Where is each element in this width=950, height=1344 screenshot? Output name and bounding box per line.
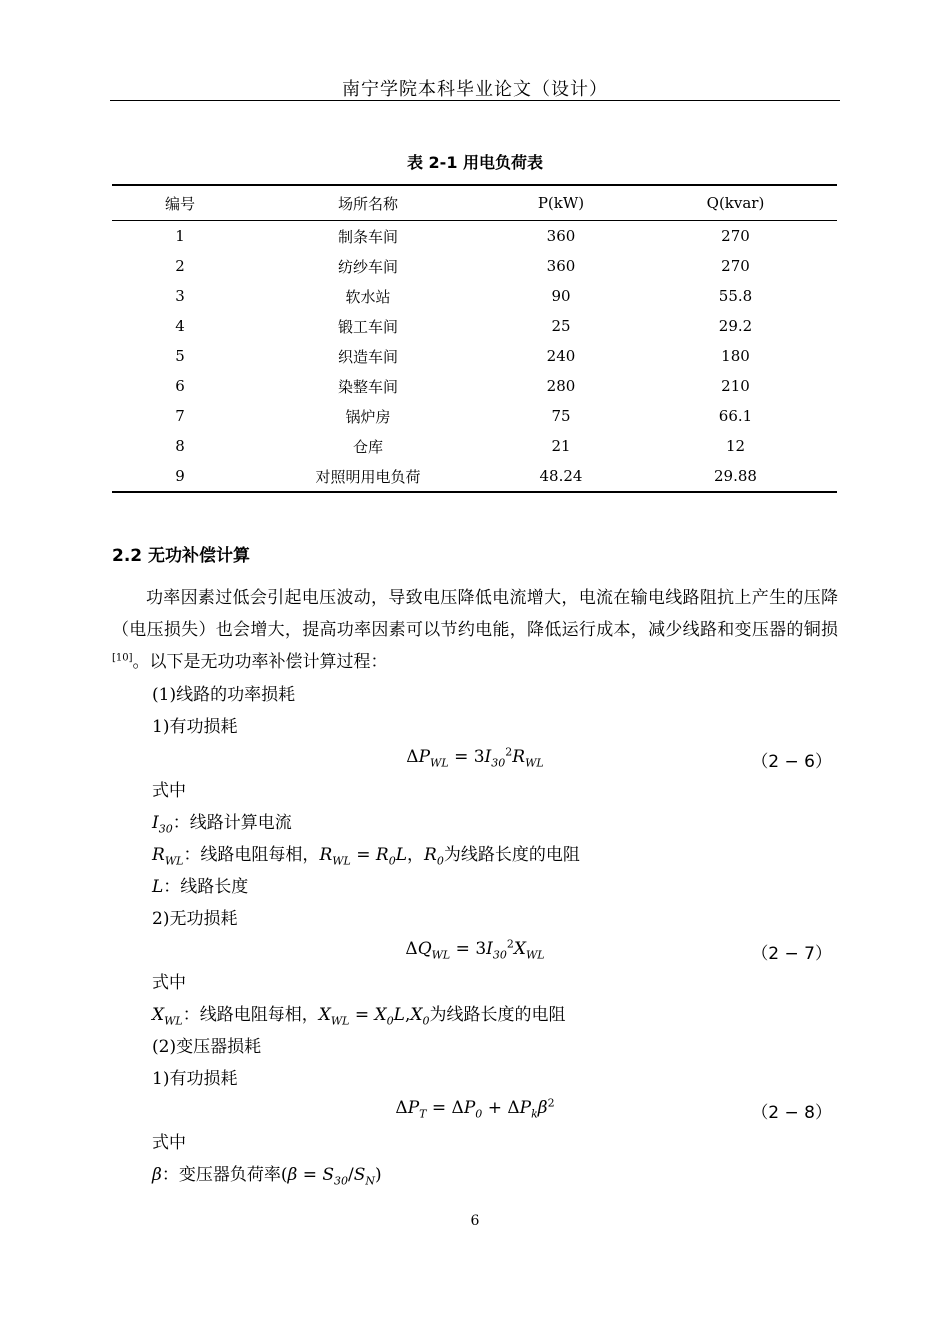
table-cell: 240 bbox=[546, 347, 576, 365]
column-header: 编号 bbox=[112, 185, 248, 221]
table-header-row bbox=[112, 185, 837, 221]
list-item: 1)有功损耗 bbox=[152, 1069, 238, 1089]
list-item: (2)变压器损耗 bbox=[152, 1037, 262, 1057]
paragraph-text: 功率因素过低会引起电压波动，导致电压降低电流增大，电流在输电线路阻抗上产生的压降（电压损失）也会增大，提高功率因素可以节约电能，降低运行成本，减少线路和变压器的铜损 bbox=[112, 588, 838, 640]
where-label: 式中 bbox=[152, 781, 186, 801]
table-cell: 7 bbox=[175, 407, 185, 425]
definition-text: ：线路电阻每相， bbox=[182, 1005, 319, 1025]
table-row bbox=[112, 401, 837, 431]
column-header: 场所名称 bbox=[248, 185, 488, 221]
column-header: Q(kvar) bbox=[634, 185, 837, 221]
table-cell: 270 bbox=[721, 227, 750, 245]
table-cell: 280 bbox=[546, 377, 576, 395]
equation: $\Delta P_{WL} = 3I_{30}^2R_{WL}$ bbox=[406, 745, 544, 770]
table-row bbox=[112, 251, 837, 281]
table-cell: 对照明用电负荷 bbox=[248, 461, 488, 492]
where-label: 式中 bbox=[152, 973, 186, 993]
table-cell: 3 bbox=[175, 287, 185, 305]
table-cell: 纺纱车间 bbox=[337, 257, 398, 276]
where-label: 式中 bbox=[152, 1133, 186, 1153]
table-cell: 180 bbox=[721, 347, 750, 365]
table-cell: 12 bbox=[725, 437, 746, 455]
definition-text: ：线路电阻每相， bbox=[183, 845, 320, 865]
equation: $\Delta Q_{WL} = 3I_{30}^2X_{WL}$ bbox=[405, 937, 545, 962]
table-cell: 5 bbox=[175, 347, 185, 365]
column-header: P(kW) bbox=[488, 185, 634, 221]
table-cell: 75 bbox=[551, 407, 571, 425]
table-row bbox=[112, 461, 837, 492]
table-cell: 软水站 bbox=[345, 287, 391, 306]
equation-number: （2 − 7） bbox=[751, 944, 832, 964]
definition: $R_{WL}$：线路电阻每相，$R_{WL} = R_0L$，$R_0$为线路长度的电阻 bbox=[152, 845, 580, 868]
table-row bbox=[112, 341, 837, 371]
table-cell: 锻工车间 bbox=[337, 317, 398, 336]
table-cell: 6 bbox=[175, 377, 185, 395]
table-cell: 8 bbox=[175, 437, 185, 455]
equation-number: （2 − 6） bbox=[751, 752, 832, 772]
table-cell: 48.24 bbox=[488, 461, 634, 492]
table-cell: 锅炉房 bbox=[345, 407, 391, 426]
table-cell: 55.8 bbox=[718, 287, 753, 305]
table-cell: 210 bbox=[721, 377, 750, 395]
table-cell: 360 bbox=[546, 227, 576, 245]
table-row bbox=[112, 371, 837, 401]
table-cell: 4 bbox=[175, 317, 185, 335]
header-rule bbox=[110, 100, 840, 101]
definition: $I_{30}$：线路计算电流 bbox=[152, 813, 292, 836]
table-caption: 表 2-1 用电负荷表 bbox=[406, 153, 544, 172]
definition: $X_{WL}$：线路电阻每相，$X_{WL} = X_0L,X_0$为线路长度的电阻 bbox=[152, 1005, 566, 1028]
table-cell: 29.2 bbox=[718, 317, 753, 335]
table-row bbox=[112, 311, 837, 341]
definition: L：线路长度 bbox=[152, 877, 249, 897]
table-cell: 制条车间 bbox=[337, 227, 398, 246]
list-item: (1)线路的功率损耗 bbox=[152, 685, 296, 705]
equation-number: （2 − 8） bbox=[751, 1103, 832, 1123]
list-item: 2)无功损耗 bbox=[152, 909, 238, 929]
definition-text: ：变压器负荷率( bbox=[161, 1165, 288, 1185]
definition-text: ：线路长度 bbox=[163, 877, 249, 897]
body-paragraph bbox=[112, 582, 838, 678]
table-cell: 360 bbox=[546, 257, 576, 275]
equation: $\Delta P_T = \Delta P_0 + \Delta P_k\beta^2$ bbox=[395, 1096, 555, 1121]
load-table bbox=[112, 184, 837, 493]
running-header: 南宁学院本科毕业论文（设计） bbox=[342, 79, 608, 100]
table-cell: 66.1 bbox=[718, 407, 753, 425]
definition-text: 为线路长度的电阻 bbox=[429, 1005, 566, 1025]
table-cell: 9 bbox=[112, 461, 248, 492]
section-heading: 2.2 无功补偿计算 bbox=[112, 546, 251, 566]
citation: [10] bbox=[112, 652, 133, 664]
table-cell: 染整车间 bbox=[337, 377, 398, 396]
table-cell: 90 bbox=[551, 287, 571, 305]
table-cell: 25 bbox=[551, 317, 571, 335]
table-cell: 仓库 bbox=[352, 437, 383, 456]
table-cell: 29.88 bbox=[634, 461, 837, 492]
table-cell: 21 bbox=[551, 437, 571, 455]
definition-text: 为线路长度的电阻 bbox=[443, 845, 580, 865]
page-number: 6 bbox=[470, 1213, 480, 1229]
table-cell: 1 bbox=[175, 227, 185, 245]
table-row bbox=[112, 431, 837, 461]
table-row bbox=[112, 221, 837, 252]
table-cell: 织造车间 bbox=[337, 347, 398, 366]
definition: β：变压器负荷率$(\beta = S_{30}/S_N)$ bbox=[152, 1165, 382, 1188]
table-cell: 270 bbox=[721, 257, 750, 275]
list-item: 1)有功损耗 bbox=[152, 717, 238, 737]
table-row bbox=[112, 281, 837, 311]
definition-text: ：线路计算电流 bbox=[172, 813, 292, 833]
table-cell: 2 bbox=[175, 257, 185, 275]
paragraph-text: 。以下是无功功率补偿计算过程： bbox=[132, 652, 388, 672]
